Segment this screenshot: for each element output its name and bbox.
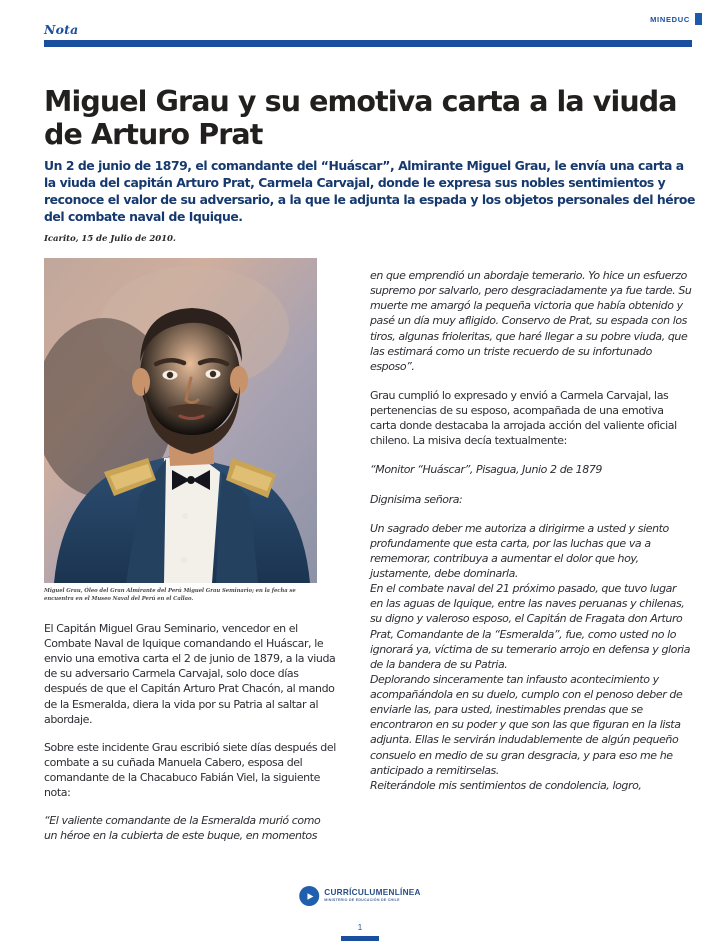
paragraph-quote: Deplorando sinceramente tan infausto acontecimiento y acompañándola en su duelo, cumplo con el penoso deber de enviarle las, para usted, inestimables prendas que se encontraron en su poder y que son las que figuran en la lista adjunta. Ellas le servirán indudablemente de algún pequeño consuelo en medio de su gran desgracia, y para eso me he anticipado a remitirselas.	[370, 672, 683, 777]
play-triangle-icon	[304, 891, 315, 902]
article-lead: Un 2 de junio de 1879, el comandante del “Huáscar”, Almirante Miguel Grau, le envía una carta a la viuda del capitán Arturo Prat, Carmela Carvajal, donde le expresa sus nobles sentimientos y reconoce el valor de su adversario, a la que le adjunta la espada y los objetos personales del héroe del combate naval de Iquique.	[44, 158, 695, 224]
paragraph-gap	[370, 507, 692, 521]
logo-tagline: MINISTERIO DE EDUCACIÓN DE CHILE	[324, 898, 400, 903]
paragraph: Grau cumplió lo expresado y envió a Carmela Carvajal, las pertenencias de su esposo, acompañada de una emotiva carta donde destacaba la arrojada acción del valiente oficial chileno. La misiva decía textualmente:	[370, 388, 677, 448]
paragraph-gap	[370, 448, 692, 462]
figure-caption: Miguel Grau, Óleo del Gran Almirante del Perú Miguel Grau Seminario; en la fecha se encuentra en el Museo Naval del Perú en el Callao.	[44, 588, 296, 602]
page-number: 1	[357, 922, 363, 932]
page-number-underline	[341, 936, 379, 941]
header-divider	[44, 40, 692, 47]
page-footer	[0, 886, 720, 949]
portrait-illustration	[44, 258, 317, 583]
paragraph-quote: Un sagrado deber me autoriza a dirigirme a usted y siento profundamente que esta carta, por las luchas que va a rememorar, contribuya a aumentar el dolor que hoy, justamente, debe dominarla.	[370, 521, 669, 580]
logo-wordmark	[324, 889, 421, 902]
paragraph-gap	[44, 800, 336, 813]
paragraph-letter-heading: “Monitor “Huáscar”, Pisagua, Junio 2 de 1879	[370, 463, 603, 477]
paragraph-gap	[370, 478, 692, 492]
brand-label-mineduc: MINEDUC	[650, 15, 690, 24]
paragraph-gap	[370, 374, 692, 388]
paragraph: El Capitán Miguel Grau Seminario, vencedor en el Combate Naval de Iquique comandando el Huáscar, le envio una emotiva carta el 2 de junio de 1879, a la viuda de su adversario Carmela Carvajal, solo doce días después de que el Capitán Arturo Prat Chacón, al mando de la Esmeralda, diera la vida por su Patria al saltar al abordaje.	[44, 621, 336, 726]
brand-mark-icon	[695, 13, 702, 25]
right-column	[370, 268, 692, 793]
paragraph-quote: en que emprendió un abordaje temerario. Yo hice un esfuerzo supremo por salvarlo, pero desgraciadamente ya fue tarde. Su muerte me amargó la pequeña victoria que había obtenido y pasé un día muy afligido. Conservo de Prat, su espada con los tiros, algunas frioleritas, que haré llegar a su pobre viuda, que las estimará como un triste recuerdo de su infortunado esposo”.	[370, 269, 692, 373]
portrait-image	[44, 258, 317, 583]
left-column	[44, 258, 336, 844]
page-header	[0, 0, 720, 48]
paragraph-quote: “El valiente comandante de la Esmeralda murió como un héroe en la cubierta de este buque, en momentos	[44, 814, 321, 843]
figure-text-gap	[44, 604, 336, 621]
logo-name: CURRÍCULUMENLÍNEA	[324, 888, 421, 898]
article-byline: Icarito, 15 de Julio de 2010.	[44, 234, 176, 244]
article-figure	[44, 258, 336, 604]
play-icon	[299, 886, 319, 906]
page-title: Miguel Grau y su emotiva carta a la viuda de Arturo Prat	[44, 85, 677, 152]
paragraph-salutation: Dignisima señora:	[370, 492, 463, 506]
section-label: Nota	[44, 22, 79, 37]
curriculum-en-linea-logo[interactable]	[299, 886, 421, 906]
paragraph: Sobre este incidente Grau escribió siete días después del combate a su cuñada Manuela Cabero, esposa del comandante de la Chacabuco Fabián Viel, la siguiente nota:	[44, 740, 336, 800]
paragraph-quote: En el combate naval del 21 próximo pasado, que tuvo lugar en las aguas de Iquique, entre las naves peruanas y chilenas, su digno y valeroso esposo, el Capitán de Fragata don Arturo Prat, Comandante de la “Esmeralda”, fue, como usted no lo ignorará ya, víctima de su temerario arrojo en defensa y gloria de la bandera de su Patria.	[370, 582, 691, 671]
paragraph-quote: Reiterándole mis sentimientos de condolencia, logro,	[370, 778, 642, 792]
paragraph-gap	[44, 727, 336, 740]
